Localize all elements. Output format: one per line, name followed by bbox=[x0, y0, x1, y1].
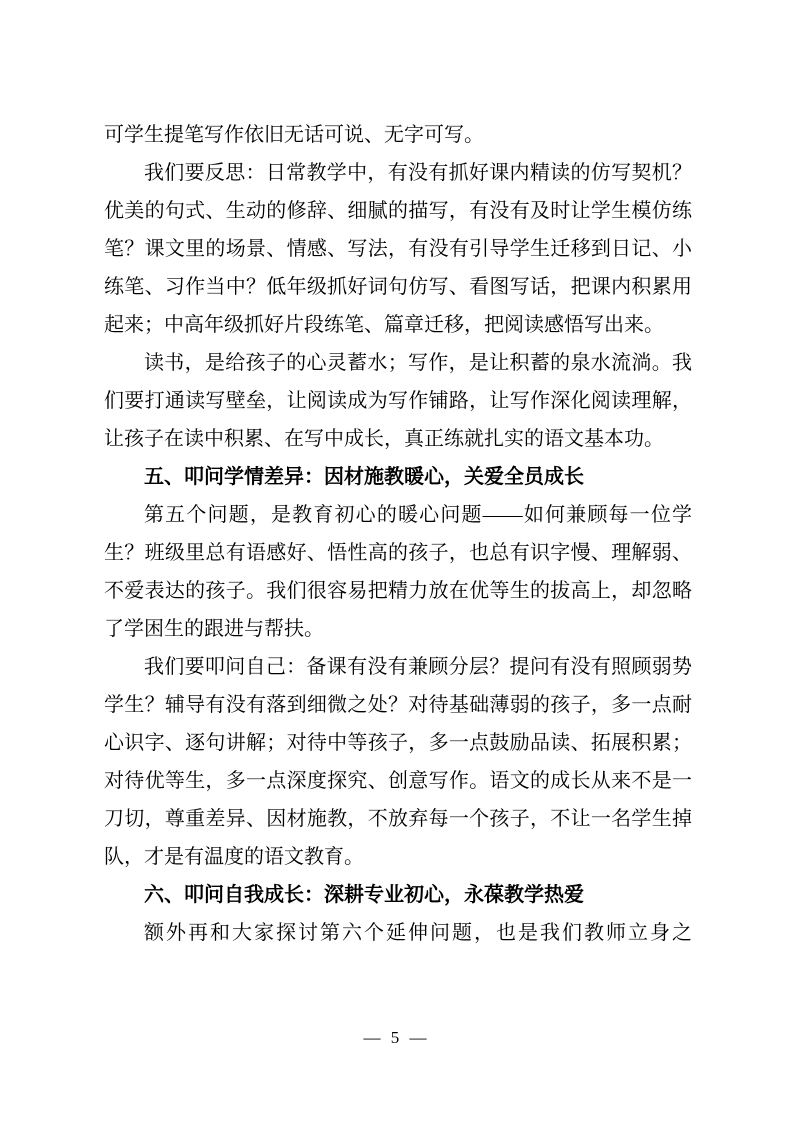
section-heading-six: 六、叩问自我成长：深耕专业初心，永葆教学热爱 bbox=[144, 884, 584, 906]
section-heading-five: 五、叩问学情差异：因材施教暖心，关爱全员成长 bbox=[144, 466, 584, 488]
page-number: — 5 — bbox=[363, 1028, 430, 1047]
paragraph-reflection-practice: 我们要反思：日常教学中，有没有抓好课内精读的仿写契机？优美的句式、生动的修辞、细腻的描写，有没有及时让学生模仿练笔？课文里的场景、情感、写法，有没有引导学生迁移到日记、小练笔、习作当中？低年级抓好词句仿写、看图写话，把课内积累用起来；中高年级抓好片段练笔、篇章迁移，把阅读感悟写出来。 bbox=[104, 162, 692, 336]
paragraph-continuation: 可学生提笔写作依旧无话可说、无字可写。 bbox=[104, 124, 484, 146]
paragraph-student-differences: 第五个问题，是教育初心的暖心问题——如何兼顾每一位学生？班级里总有语感好、悟性高的孩子，也总有识字慢、理解弱、不爱表达的孩子。我们很容易把精力放在优等生的拔高上，却忽略了学困生的跟进与帮扶。 bbox=[104, 504, 692, 640]
paragraph-partial-last: 额外再和大家探讨第六个延伸问题，也是我们教师立身之 bbox=[144, 922, 692, 944]
paragraph-reading-writing: 读书，是给孩子的心灵蓄水；写作，是让积蓄的泉水流淌。我们要打通读写壁垒，让阅读成为写作铺路，让写作深化阅读理解，让孩子在读中积累、在写中成长，真正练就扎实的语文基本功。 bbox=[104, 352, 692, 450]
document-content bbox=[104, 116, 692, 952]
paragraph-layered-teaching: 我们要叩问自己：备课有没有兼顾分层？提问有没有照顾弱势学生？辅导有没有落到细微之处？对待基础薄弱的孩子，多一点耐心识字、逐句讲解；对待中等孩子，多一点鼓励品读、拓展积累；对待优等生，多一点深度探究、创意写作。语文的成长从来不是一刀切，尊重差异、因材施教，不放弃每一个孩子，不让一名学生掉队，才是有温度的语文教育。 bbox=[104, 656, 692, 868]
